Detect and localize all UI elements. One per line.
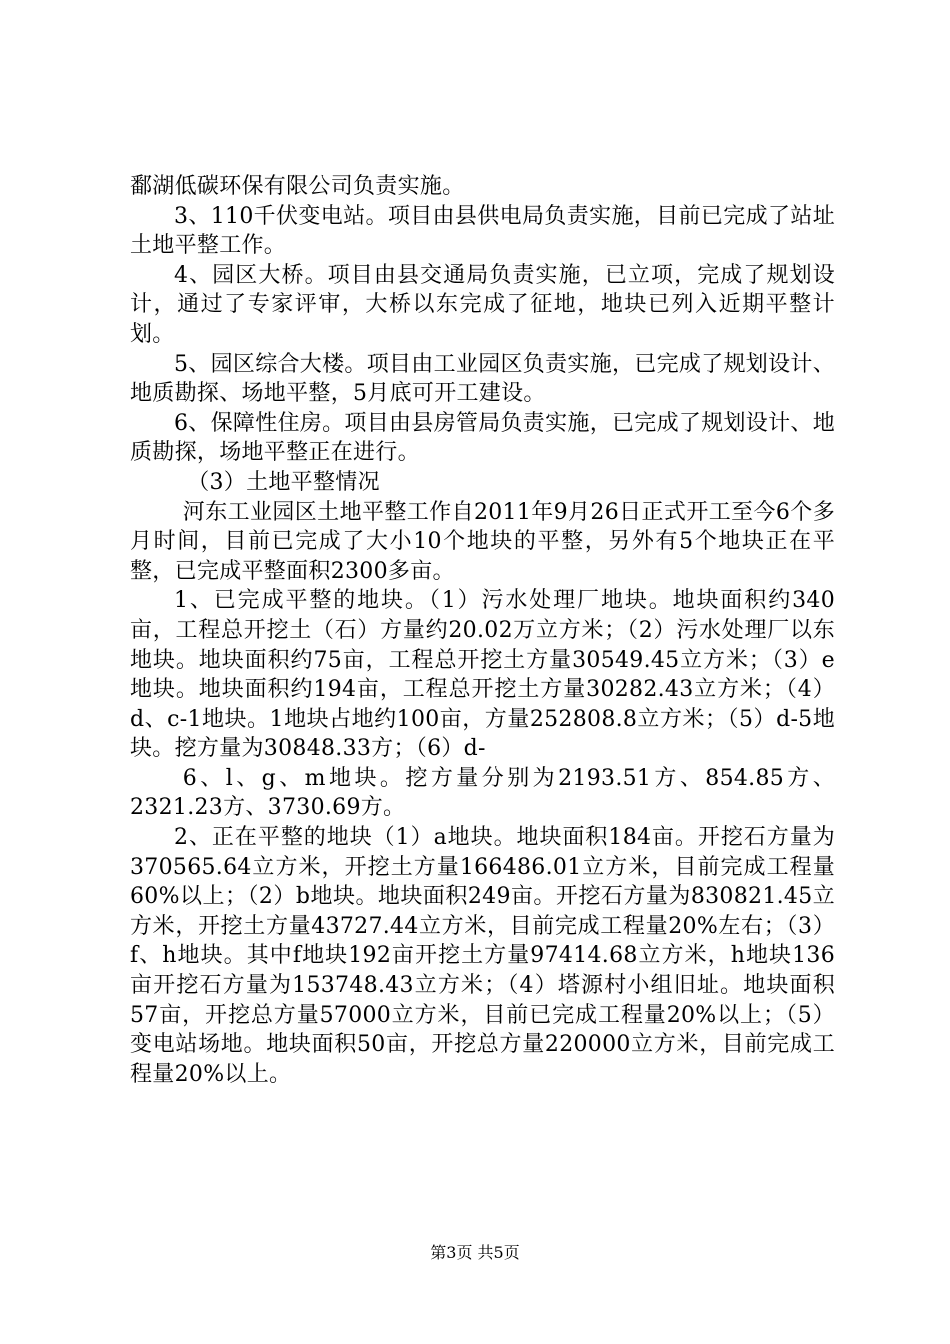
paragraph-housing: 6、保障性住房。项目由县房管局负责实施，已完成了规划设计、地质勘探，场地平整正在进行。 xyxy=(130,410,835,466)
paragraph-bridge: 4、园区大桥。项目由县交通局负责实施，已立项，完成了规划设计，通过了专家评审，大桥以东完成了征地，地块已列入近期平整计划。 xyxy=(130,262,835,347)
page-footer: 第3页 共5页 xyxy=(430,1243,520,1262)
paragraph-leveling-overview: 河东工业园区土地平整工作自2011年9月26日正式开工至今6个多月时间，目前已完成了大小10个地块的平整，另外有5个地块正在平整，已完成平整面积2300多亩。 xyxy=(130,499,835,584)
paragraph-ongoing-plots: 2、正在平整的地块（1）a地块。地块面积184亩。开挖石方量为370565.64立方米，开挖土方量166486.01立方米，目前完成工程量60%以上；（2）b地块。地块面积249亩。开挖石方量为830821.45立方米，开挖土方量43727.44立方米，目前完成工程量20%左右；（3）f、h地块。其中f地块192亩开挖土方量97414.68立方米，h地块136亩开挖石方量为153748.43立方米；（4）塔源村小组旧址。地块面积57亩，开挖总方量57000立方米，目前已完成工程量20%以上；（5）变电站场地。地块面积50亩，开挖总方量220000立方米，目前完成工程量20%以上。 xyxy=(130,825,835,1087)
paragraph-completed-plots: 1、已完成平整的地块。（1）污水处理厂地块。地块面积约340亩，工程总开挖土（石）方量约20.02万立方米；（2）污水处理厂以东地块。地块面积约75亩，工程总开挖土方量30549.45立方米；（3）e地块。地块面积约194亩，工程总开挖土方量30282.43立方米；（4）d、c-1地块。1地块占地约100亩，方量252808.8立方米；（5）d-5地块。挖方量为30848.33方；（6）d- xyxy=(130,588,835,762)
paragraph-office-building: 5、园区综合大楼。项目由工业园区负责实施，已完成了规划设计、地质勘探、场地平整，5月底可开工建设。 xyxy=(130,351,835,407)
document-body xyxy=(130,172,835,1089)
paragraph-completed-plots-cont: 6、l、g、m地块。挖方量分别为2193.51方、854.85方、2321.23方、3730.69方。 xyxy=(130,765,835,821)
paragraph-continuation: 鄱湖低碳环保有限公司负责实施。 xyxy=(130,174,465,199)
section-heading-land-leveling: （3）土地平整情况 xyxy=(187,469,380,495)
paragraph-substation: 3、110千伏变电站。项目由县供电局负责实施，目前已完成了站址土地平整工作。 xyxy=(130,203,835,259)
